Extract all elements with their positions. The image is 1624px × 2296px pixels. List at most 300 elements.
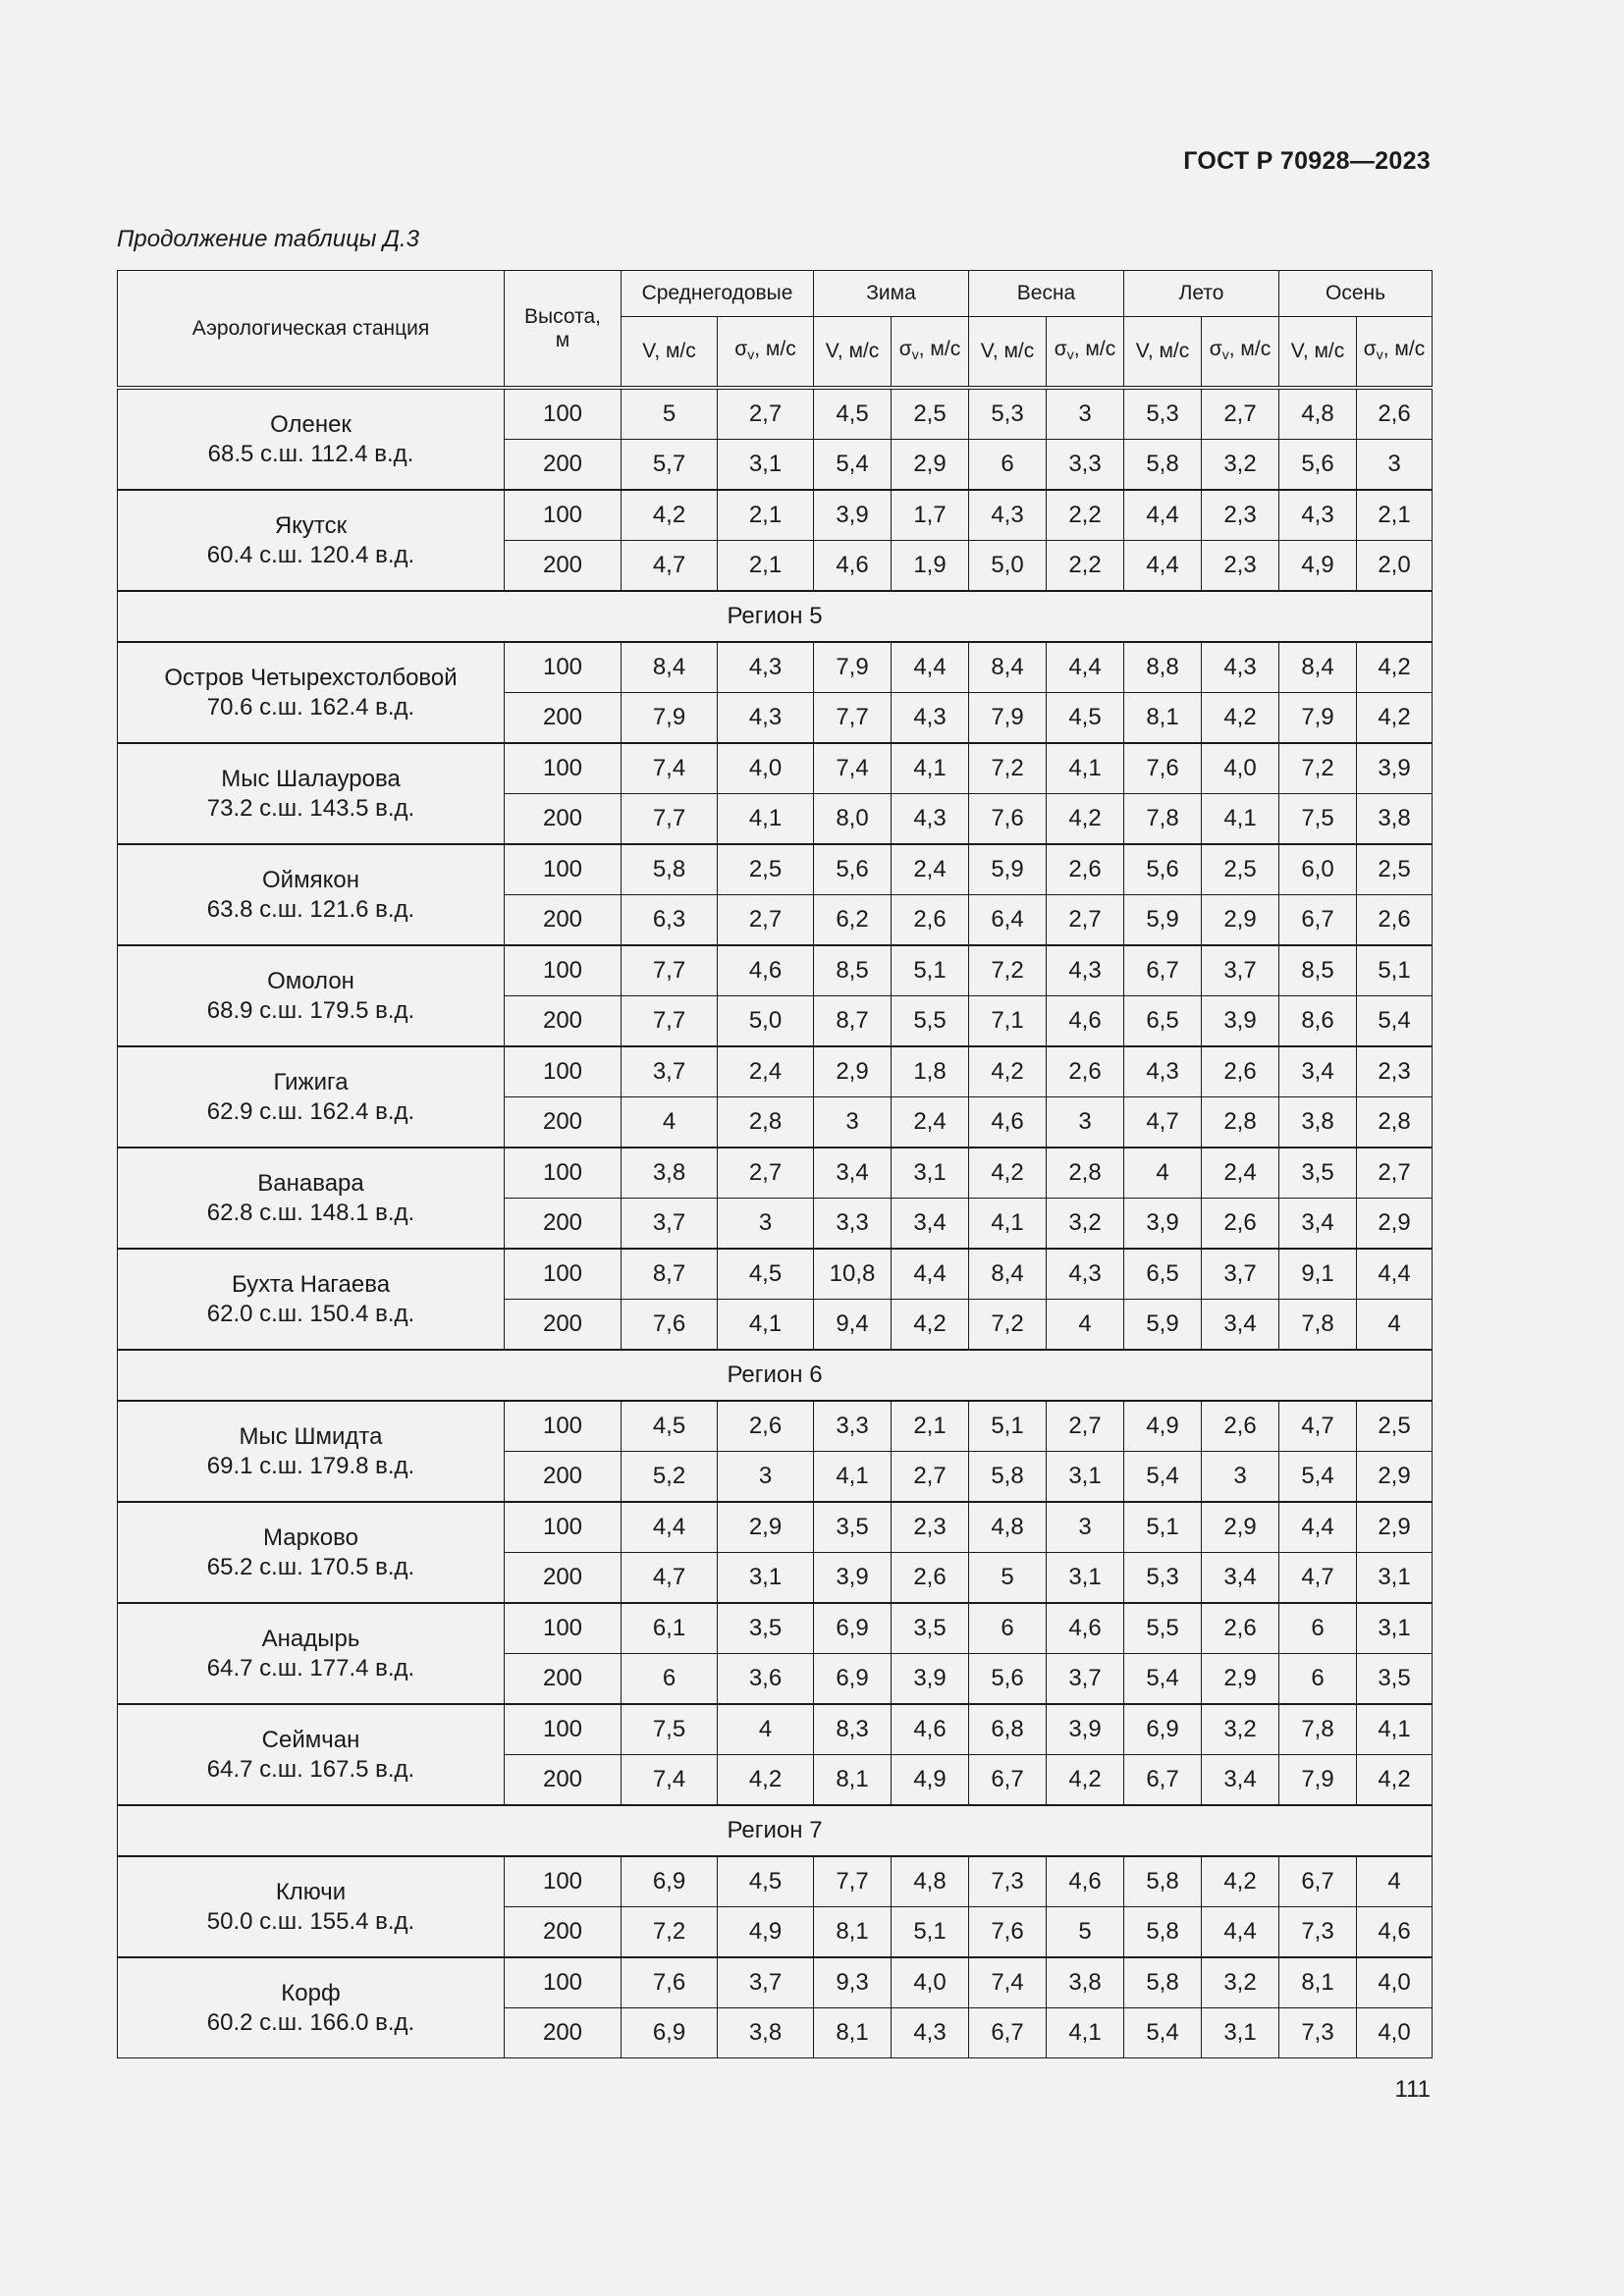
table-row: [118, 1148, 1433, 1199]
value-cell: 7,5: [622, 1704, 718, 1755]
value-cell: 5,6: [814, 844, 892, 895]
value-cell: 7,8: [1279, 1704, 1357, 1755]
station-name: Оленек: [270, 410, 352, 438]
value-cell: 2,5: [1357, 1401, 1433, 1452]
value-cell: 7,4: [622, 1755, 718, 1806]
value-cell: 2,9: [718, 1502, 814, 1553]
value-cell: 3,4: [1202, 1755, 1279, 1806]
height-cell: 200: [505, 895, 622, 946]
value-cell: 3,4: [1279, 1199, 1357, 1250]
height-cell: 200: [505, 794, 622, 845]
subheader-speed: V, м/с: [1279, 317, 1357, 389]
table-row: [118, 1704, 1433, 1755]
subheader-speed: V, м/с: [969, 317, 1047, 389]
value-cell: 3,9: [1047, 1704, 1124, 1755]
subheader-sigma: $\sigma_v$, м/с: [892, 317, 969, 389]
value-cell: 4,6: [1047, 996, 1124, 1047]
value-cell: 2,4: [892, 1097, 969, 1148]
value-cell: 4,6: [1047, 1856, 1124, 1907]
value-cell: 6,7: [1124, 1755, 1202, 1806]
height-cell: 100: [505, 1502, 622, 1553]
station-cell: [118, 1856, 505, 1957]
height-cell: 100: [505, 743, 622, 794]
col-header-season: Лето: [1124, 271, 1279, 317]
value-cell: 2,6: [1357, 388, 1433, 440]
station-name: Гижига: [273, 1068, 349, 1095]
value-cell: 6,7: [1279, 1856, 1357, 1907]
value-cell: 6: [1279, 1603, 1357, 1654]
value-cell: 5,8: [1124, 1856, 1202, 1907]
value-cell: 4,6: [1047, 1603, 1124, 1654]
station-name: Якутск: [274, 511, 348, 539]
value-cell: 2,4: [1202, 1148, 1279, 1199]
value-cell: 6,7: [1279, 895, 1357, 946]
table-row: [118, 743, 1433, 794]
value-cell: 5,1: [969, 1401, 1047, 1452]
value-cell: 4,5: [718, 1856, 814, 1907]
value-cell: 8,4: [969, 642, 1047, 693]
value-cell: 4: [622, 1097, 718, 1148]
value-cell: 6,2: [814, 895, 892, 946]
station-coords: 65.2 с.ш. 170.5 в.д.: [206, 1553, 415, 1580]
value-cell: 3,1: [892, 1148, 969, 1199]
height-cell: 200: [505, 1452, 622, 1503]
value-cell: 4,1: [969, 1199, 1047, 1250]
value-cell: 3,9: [814, 490, 892, 541]
value-cell: 3,9: [814, 1553, 892, 1604]
height-cell: 200: [505, 1755, 622, 1806]
value-cell: 3,3: [814, 1401, 892, 1452]
page-number: 111: [1394, 2076, 1431, 2103]
value-cell: 6: [1279, 1654, 1357, 1705]
station-cell: [118, 1249, 505, 1350]
station-name: Мыс Шмидта: [239, 1422, 383, 1450]
value-cell: 3,4: [1202, 1300, 1279, 1351]
value-cell: 3: [1047, 388, 1124, 440]
table-row: [118, 642, 1433, 693]
table-row: [118, 388, 1433, 440]
value-cell: 2,1: [718, 541, 814, 592]
value-cell: 7,9: [969, 693, 1047, 744]
height-cell: 200: [505, 541, 622, 592]
value-cell: 3,5: [1357, 1654, 1433, 1705]
station-cell: [118, 388, 505, 490]
value-cell: 6,7: [969, 1755, 1047, 1806]
value-cell: 5: [1047, 1907, 1124, 1958]
value-cell: 3,5: [1279, 1148, 1357, 1199]
value-cell: 4,7: [1279, 1553, 1357, 1604]
value-cell: 5,4: [1357, 996, 1433, 1047]
station-cell: [118, 1957, 505, 2058]
value-cell: 5,9: [969, 844, 1047, 895]
value-cell: 4,0: [1357, 2008, 1433, 2058]
value-cell: 4,0: [892, 1957, 969, 2008]
value-cell: 7,6: [1124, 743, 1202, 794]
value-cell: 6,9: [1124, 1704, 1202, 1755]
height-cell: 100: [505, 388, 622, 440]
value-cell: 5,8: [1124, 440, 1202, 491]
value-cell: 6,5: [1124, 996, 1202, 1047]
value-cell: 6,9: [622, 2008, 718, 2058]
value-cell: 4,5: [622, 1401, 718, 1452]
value-cell: 7,3: [1279, 1907, 1357, 1958]
value-cell: 1,8: [892, 1046, 969, 1097]
station-name: Сеймчан: [261, 1726, 360, 1753]
value-cell: 4,2: [1047, 1755, 1124, 1806]
value-cell: 4,4: [622, 1502, 718, 1553]
value-cell: 7,9: [1279, 693, 1357, 744]
value-cell: 2,6: [1047, 1046, 1124, 1097]
table-row: [118, 945, 1433, 996]
table-row: [118, 1856, 1433, 1907]
height-cell: 200: [505, 1300, 622, 1351]
value-cell: 5,4: [1124, 1654, 1202, 1705]
height-cell: 100: [505, 844, 622, 895]
value-cell: 5,0: [718, 996, 814, 1047]
value-cell: 4,5: [718, 1249, 814, 1300]
value-cell: 4,8: [892, 1856, 969, 1907]
value-cell: 4,6: [892, 1704, 969, 1755]
height-cell: 100: [505, 1249, 622, 1300]
table-row: [118, 1603, 1433, 1654]
value-cell: 5,4: [1124, 2008, 1202, 2058]
value-cell: 3,7: [622, 1046, 718, 1097]
value-cell: 4,9: [1124, 1401, 1202, 1452]
value-cell: 4,2: [1357, 693, 1433, 744]
value-cell: 4,2: [1357, 1755, 1433, 1806]
value-cell: 3: [1047, 1097, 1124, 1148]
value-cell: 4,1: [718, 794, 814, 845]
col-header-season: Осень: [1279, 271, 1433, 317]
value-cell: 2,5: [718, 844, 814, 895]
height-cell: 200: [505, 1907, 622, 1958]
value-cell: 1,7: [892, 490, 969, 541]
value-cell: 4,1: [1202, 794, 1279, 845]
station-coords: 69.1 с.ш. 179.8 в.д.: [206, 1452, 415, 1479]
height-cell: 200: [505, 996, 622, 1047]
value-cell: 4: [718, 1704, 814, 1755]
value-cell: 3,7: [718, 1957, 814, 2008]
value-cell: 2,0: [1357, 541, 1433, 592]
value-cell: 4,0: [1202, 743, 1279, 794]
value-cell: 2,6: [718, 1401, 814, 1452]
value-cell: 4,2: [622, 490, 718, 541]
value-cell: 6,9: [814, 1654, 892, 1705]
value-cell: 7,4: [969, 1957, 1047, 2008]
value-cell: 2,6: [1202, 1401, 1279, 1452]
value-cell: 2,2: [1047, 490, 1124, 541]
value-cell: 7,3: [969, 1856, 1047, 1907]
station-name: Ванавара: [257, 1169, 364, 1197]
value-cell: 6,5: [1124, 1249, 1202, 1300]
value-cell: 3,6: [718, 1654, 814, 1705]
station-coords: 60.2 с.ш. 166.0 в.д.: [206, 2008, 415, 2036]
value-cell: 3,7: [1047, 1654, 1124, 1705]
value-cell: 7,6: [622, 1957, 718, 2008]
height-cell: 200: [505, 1097, 622, 1148]
value-cell: 7,5: [1279, 794, 1357, 845]
value-cell: 4,3: [969, 490, 1047, 541]
value-cell: 5,8: [969, 1452, 1047, 1503]
value-cell: 4,6: [718, 945, 814, 996]
station-name: Оймякон: [262, 866, 359, 893]
value-cell: 2,3: [892, 1502, 969, 1553]
height-cell: 200: [505, 2008, 622, 2058]
value-cell: 5,3: [969, 388, 1047, 440]
value-cell: 2,9: [1357, 1502, 1433, 1553]
value-cell: 4,7: [622, 1553, 718, 1604]
col-header-season: Среднегодовые: [622, 271, 814, 317]
value-cell: 5,1: [892, 1907, 969, 1958]
value-cell: 2,1: [1357, 490, 1433, 541]
value-cell: 8,4: [1279, 642, 1357, 693]
station-name: Остров Четырехстолбовой: [164, 664, 458, 691]
value-cell: 4,0: [1357, 1957, 1433, 2008]
value-cell: 4,6: [814, 541, 892, 592]
value-cell: 5,3: [1124, 388, 1202, 440]
value-cell: 8,1: [1124, 693, 1202, 744]
col-header-season: Зима: [814, 271, 969, 317]
value-cell: 3,8: [1357, 794, 1433, 845]
value-cell: 4,1: [1357, 1704, 1433, 1755]
value-cell: 8,7: [622, 1249, 718, 1300]
height-cell: 100: [505, 1046, 622, 1097]
station-coords: 64.7 с.ш. 177.4 в.д.: [206, 1654, 415, 1682]
value-cell: 4,5: [1047, 693, 1124, 744]
value-cell: 7,2: [622, 1907, 718, 1958]
table-row: [118, 1046, 1433, 1097]
value-cell: 4,2: [1202, 693, 1279, 744]
station-name: Омолон: [267, 967, 354, 994]
value-cell: 4: [1047, 1300, 1124, 1351]
station-coords: 63.8 с.ш. 121.6 в.д.: [206, 895, 415, 923]
region-row: [118, 591, 1433, 642]
value-cell: 3: [718, 1199, 814, 1250]
station-coords: 73.2 с.ш. 143.5 в.д.: [206, 794, 415, 822]
value-cell: 2,9: [1357, 1452, 1433, 1503]
value-cell: 2,8: [718, 1097, 814, 1148]
value-cell: 3,8: [718, 2008, 814, 2058]
value-cell: 7,6: [622, 1300, 718, 1351]
value-cell: 8,3: [814, 1704, 892, 1755]
value-cell: 2,6: [1202, 1603, 1279, 1654]
wind-data-table: [117, 270, 1433, 2058]
value-cell: 4,7: [1124, 1097, 1202, 1148]
value-cell: 4,8: [1279, 388, 1357, 440]
region-row: [118, 1805, 1433, 1856]
subheader-sigma: $\sigma_v$, м/с: [1047, 317, 1124, 389]
value-cell: 4: [1124, 1148, 1202, 1199]
table-row: [118, 1957, 1433, 2008]
col-header-season: Весна: [969, 271, 1124, 317]
value-cell: 8,8: [1124, 642, 1202, 693]
value-cell: 6,8: [969, 1704, 1047, 1755]
value-cell: 2,7: [892, 1452, 969, 1503]
value-cell: 5,9: [1124, 1300, 1202, 1351]
value-cell: 4,4: [1357, 1249, 1433, 1300]
value-cell: 5,6: [969, 1654, 1047, 1705]
value-cell: 6: [969, 1603, 1047, 1654]
station-coords: 70.6 с.ш. 162.4 в.д.: [206, 693, 415, 721]
value-cell: 6,0: [1279, 844, 1357, 895]
value-cell: 8,4: [622, 642, 718, 693]
value-cell: 5: [969, 1553, 1047, 1604]
value-cell: 4,4: [1124, 541, 1202, 592]
value-cell: 2,1: [892, 1401, 969, 1452]
value-cell: 3: [1202, 1452, 1279, 1503]
table-row: [118, 1401, 1433, 1452]
value-cell: 2,6: [1202, 1046, 1279, 1097]
value-cell: 4,4: [1202, 1907, 1279, 1958]
station-name: Анадырь: [261, 1625, 360, 1652]
value-cell: 3,9: [892, 1654, 969, 1705]
value-cell: 5,8: [1124, 1957, 1202, 2008]
value-cell: 4,1: [1047, 743, 1124, 794]
height-cell: 200: [505, 1553, 622, 1604]
station-coords: 60.4 с.ш. 120.4 в.д.: [206, 541, 415, 568]
value-cell: 2,7: [1202, 388, 1279, 440]
value-cell: 8,5: [1279, 945, 1357, 996]
value-cell: 5,5: [892, 996, 969, 1047]
value-cell: 5,1: [1124, 1502, 1202, 1553]
value-cell: 7,9: [1279, 1755, 1357, 1806]
height-cell: 100: [505, 1603, 622, 1654]
value-cell: 4,3: [1202, 642, 1279, 693]
station-cell: [118, 1046, 505, 1148]
station-name: Корф: [281, 1979, 341, 2006]
value-cell: 4,3: [1047, 945, 1124, 996]
value-cell: 4,6: [1357, 1907, 1433, 1958]
value-cell: 4,4: [1047, 642, 1124, 693]
value-cell: 8,5: [814, 945, 892, 996]
value-cell: 2,7: [718, 895, 814, 946]
value-cell: 2,3: [1202, 490, 1279, 541]
height-cell: 100: [505, 1148, 622, 1199]
value-cell: 7,2: [969, 743, 1047, 794]
value-cell: 2,6: [1047, 844, 1124, 895]
value-cell: 4,9: [1279, 541, 1357, 592]
document-id: ГОСТ Р 70928—2023: [1183, 147, 1431, 175]
table-row: [118, 490, 1433, 541]
value-cell: 4,1: [814, 1452, 892, 1503]
value-cell: 4,1: [1047, 2008, 1124, 2058]
value-cell: 3,9: [1202, 996, 1279, 1047]
value-cell: 8,4: [969, 1249, 1047, 1300]
station-cell: [118, 1401, 505, 1502]
value-cell: 2,7: [1357, 1148, 1433, 1199]
value-cell: 8,1: [814, 2008, 892, 2058]
value-cell: 9,4: [814, 1300, 892, 1351]
value-cell: 4,3: [1047, 1249, 1124, 1300]
value-cell: 8,0: [814, 794, 892, 845]
value-cell: 5,4: [1279, 1452, 1357, 1503]
station-cell: [118, 642, 505, 743]
value-cell: 3,1: [718, 1553, 814, 1604]
value-cell: 4,2: [718, 1755, 814, 1806]
region-label: Регион 5: [118, 591, 1433, 642]
height-cell: 100: [505, 490, 622, 541]
value-cell: 2,5: [1357, 844, 1433, 895]
value-cell: 4,7: [1279, 1401, 1357, 1452]
value-cell: 7,9: [814, 642, 892, 693]
value-cell: 2,1: [718, 490, 814, 541]
value-cell: 2,7: [718, 388, 814, 440]
value-cell: 3,1: [1047, 1452, 1124, 1503]
height-cell: 100: [505, 642, 622, 693]
value-cell: 5,5: [1124, 1603, 1202, 1654]
station-cell: [118, 743, 505, 844]
table-row: [118, 844, 1433, 895]
value-cell: 3: [718, 1452, 814, 1503]
value-cell: 7,6: [969, 1907, 1047, 1958]
value-cell: 2,9: [1357, 1199, 1433, 1250]
value-cell: 4,4: [892, 1249, 969, 1300]
station-name: Мыс Шалаурова: [221, 765, 401, 792]
value-cell: 5: [622, 388, 718, 440]
height-cell: 200: [505, 1199, 622, 1250]
station-name: Бухта Нагаева: [231, 1270, 391, 1298]
value-cell: 4: [1357, 1856, 1433, 1907]
value-cell: 4,5: [814, 388, 892, 440]
value-cell: 7,4: [622, 743, 718, 794]
station-cell: [118, 1704, 505, 1805]
station-coords: 50.0 с.ш. 155.4 в.д.: [206, 1907, 415, 1935]
value-cell: 3,3: [814, 1199, 892, 1250]
value-cell: 7,7: [622, 996, 718, 1047]
table-row: [118, 1502, 1433, 1553]
value-cell: 4,9: [892, 1755, 969, 1806]
value-cell: 3: [814, 1097, 892, 1148]
value-cell: 2,3: [1202, 541, 1279, 592]
value-cell: 3,7: [622, 1199, 718, 1250]
subheader-sigma: $\sigma_v$, м/с: [1357, 317, 1433, 389]
value-cell: 8,6: [1279, 996, 1357, 1047]
station-coords: 68.9 с.ш. 179.5 в.д.: [206, 996, 415, 1024]
value-cell: 4,3: [1124, 1046, 1202, 1097]
value-cell: 2,7: [1047, 895, 1124, 946]
value-cell: 4,2: [1047, 794, 1124, 845]
value-cell: 7,7: [814, 693, 892, 744]
value-cell: 8,7: [814, 996, 892, 1047]
value-cell: 3,8: [1047, 1957, 1124, 2008]
value-cell: 5,0: [969, 541, 1047, 592]
value-cell: 3,4: [1202, 1553, 1279, 1604]
station-cell: [118, 490, 505, 591]
value-cell: 3,7: [1202, 1249, 1279, 1300]
value-cell: 2,6: [892, 895, 969, 946]
value-cell: 7,3: [1279, 2008, 1357, 2058]
value-cell: 9,3: [814, 1957, 892, 2008]
station-coords: 62.9 с.ш. 162.4 в.д.: [206, 1097, 415, 1125]
value-cell: 2,7: [1047, 1401, 1124, 1452]
value-cell: 2,5: [892, 388, 969, 440]
height-cell: 100: [505, 945, 622, 996]
value-cell: 4,1: [892, 743, 969, 794]
station-cell: [118, 1502, 505, 1603]
value-cell: 7,1: [969, 996, 1047, 1047]
value-cell: 3,1: [718, 440, 814, 491]
value-cell: 3,1: [1357, 1603, 1433, 1654]
value-cell: 5,3: [1124, 1553, 1202, 1604]
value-cell: 6,3: [622, 895, 718, 946]
value-cell: 4,3: [892, 794, 969, 845]
subheader-sigma: $\sigma_v$, м/с: [718, 317, 814, 389]
value-cell: 4,3: [892, 693, 969, 744]
value-cell: 3,9: [1357, 743, 1433, 794]
value-cell: 7,2: [969, 1300, 1047, 1351]
value-cell: 2,6: [892, 1553, 969, 1604]
value-cell: 6,7: [969, 2008, 1047, 2058]
